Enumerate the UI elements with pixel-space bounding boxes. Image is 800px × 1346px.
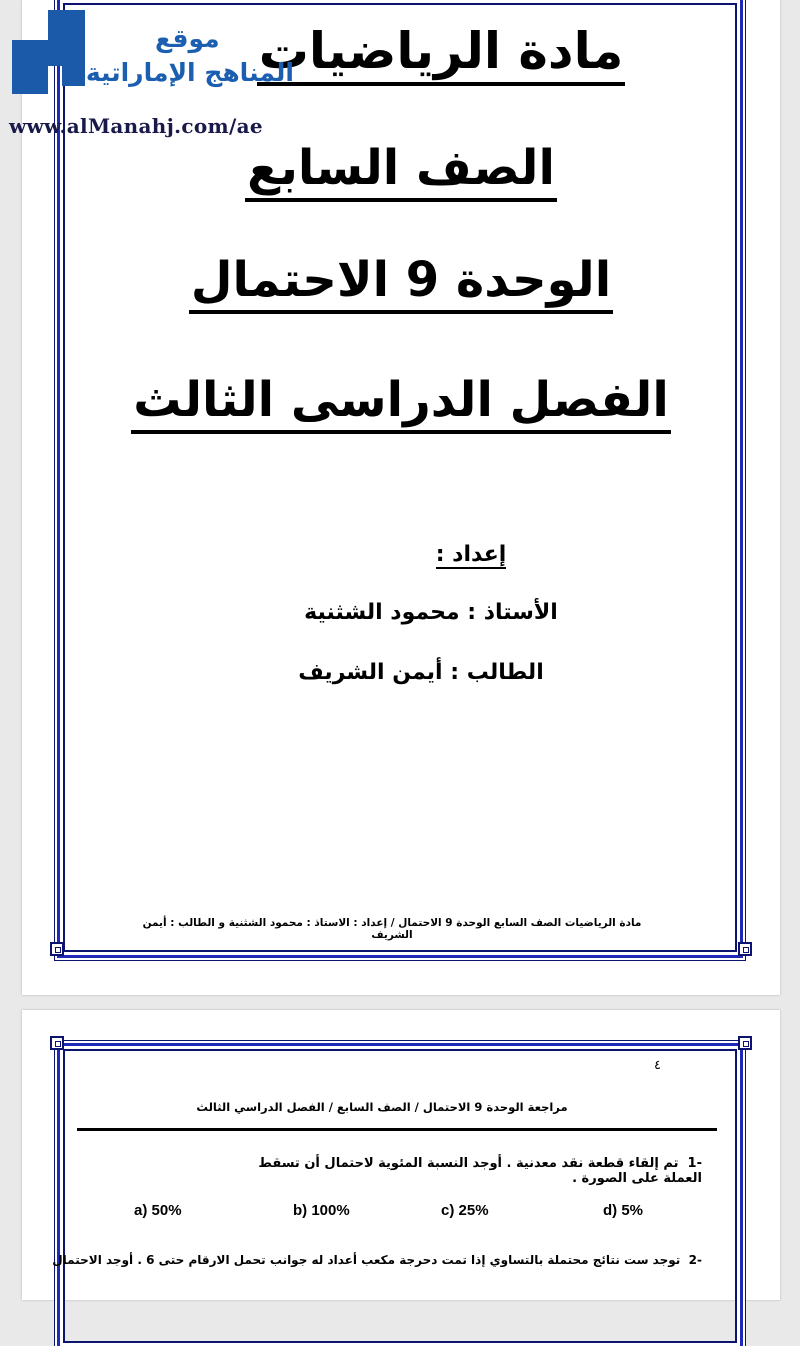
cover-page [22,0,780,995]
logo-square-icon [12,40,48,94]
teacher-name: الأستاذ : محمود الشثنية [304,600,558,625]
subject-title: مادة الرياضيات [22,22,780,86]
question-number: -2 [688,1253,702,1267]
option-b[interactable]: b) 100% [293,1202,350,1219]
unit-title: الوحدة 9 الاحتمال [22,252,780,314]
page-border [57,1043,743,1346]
review-page [22,1010,780,1300]
question-text: تم إلقاء قطعة نقد معدنية . أوجد النسبة المئوية لاحتمال أن تسقط العملة على الصورة . [258,1156,702,1186]
border-corner [50,942,64,956]
logo-text-line1: موقع [155,24,220,53]
question-text: توجد ست نتائج محتملة بالتساوي إذا تمت دحرجة مكعب أعداد له جوانب تحمل الارقام حتى 6 . أوجد الاحتمال [52,1253,681,1267]
question-1 [232,1156,702,1186]
term-title: الفصل الدراسى الثالث [22,372,780,434]
logo-square-icon [48,10,85,66]
question-number: -1 [687,1156,702,1171]
border-corner [738,942,752,956]
option-a[interactable]: a) 50% [134,1202,182,1219]
logo-square-icon [62,66,85,86]
review-header: مراجعة الوحدة 9 الاحتمال / الصف السابع / الفصل الدراسي الثالث [196,1100,568,1114]
option-d[interactable]: d) 5% [603,1202,644,1219]
student-name: الطالب : أيمن الشريف [298,660,544,685]
cover-footer: مادة الرياضيات الصف السابع الوحدة 9 الاحتمال / إعداد : الاستاذ : محمود الشثنية و الطالب : أيمن الشريف [142,917,642,941]
option-c[interactable]: c) 25% [441,1202,489,1219]
logo-text-line2: المناهج الإماراتية [85,58,294,87]
border-corner [738,1036,752,1050]
logo-url-link[interactable]: www.alManahj.com/ae [9,114,263,138]
grade-title: الصف السابع [22,140,780,202]
question-2 [52,1253,702,1267]
header-rule [77,1128,717,1131]
page-mark: ٤ [654,1058,661,1073]
border-corner [50,1036,64,1050]
prepared-by-label: إعداد : [435,542,507,567]
